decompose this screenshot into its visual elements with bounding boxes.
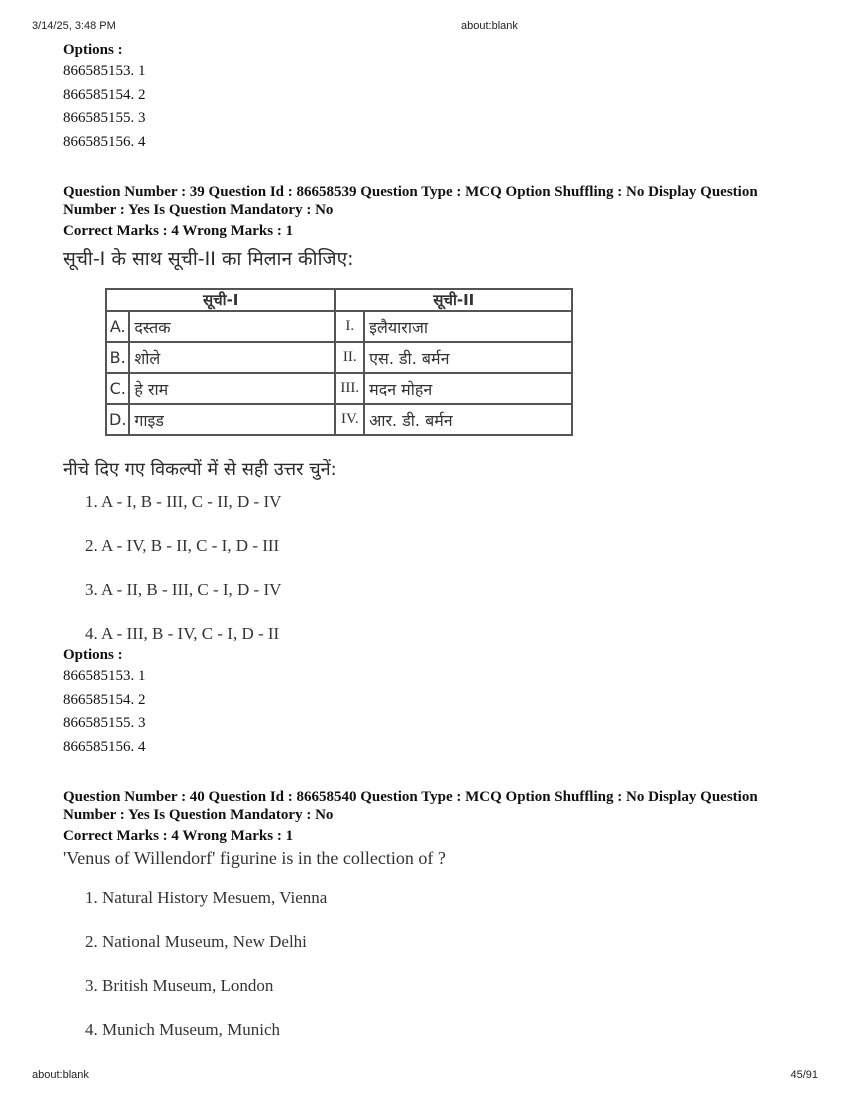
options-block <box>63 645 803 759</box>
option-id: 866585155. 3 <box>63 110 146 126</box>
option-id: 866585154. 2 <box>63 691 146 708</box>
list-1-item: दस्तक <box>129 311 335 342</box>
match-table-header <box>106 289 572 311</box>
row-numeral: II. <box>335 342 364 373</box>
row-numeral: I. <box>335 311 364 342</box>
list-1-header: सूची-I <box>106 289 335 311</box>
question-marks: Correct Marks : 4 Wrong Marks : 1 <box>63 828 294 844</box>
list-2-item: एस. डी. बर्मन <box>364 342 572 373</box>
question-stem: सूची-I के साथ सूची-II का मिलान कीजिए: <box>63 248 354 270</box>
match-table-row <box>106 373 572 404</box>
question-instruction: नीचे दिए गए विकल्पों में से सही उत्तर चुनें: <box>63 459 337 480</box>
print-datetime: 3/14/25, 3:48 PM <box>32 20 116 32</box>
row-label: A. <box>106 311 129 342</box>
question-marks: Correct Marks : 4 Wrong Marks : 1 <box>63 223 294 239</box>
answer-choices <box>85 887 803 1041</box>
print-page-number: 45/91 <box>790 1069 818 1081</box>
options-label: Options : <box>63 42 123 58</box>
list-2-header: सूची-II <box>335 289 572 311</box>
row-numeral: III. <box>335 373 364 404</box>
print-url: about:blank <box>32 1069 89 1081</box>
question-paper-content <box>63 40 803 1041</box>
option-id: 866585153. 1 <box>63 63 146 79</box>
question-stem: 'Venus of Willendorf' figurine is in the collection of ? <box>63 848 446 868</box>
question-39 <box>63 183 803 759</box>
answer-choice: 3. A - II, B - III, C - I, D - IV <box>85 580 282 599</box>
list-1-item: गाइड <box>129 404 335 435</box>
option-id: 866585156. 4 <box>63 133 146 150</box>
option-id: 866585153. 1 <box>63 668 146 684</box>
option-id: 866585154. 2 <box>63 86 146 103</box>
answer-choice: 4. A - III, B - IV, C - I, D - II <box>85 624 280 643</box>
answer-choice: 1. Natural History Mesuem, Vienna <box>85 888 328 907</box>
print-page-title: about:blank <box>461 20 518 32</box>
question-meta: Question Number : 39 Question Id : 86658539 Question Type : MCQ Option Shuffling : No Display Question Number : Yes Is Question Mandatory : No <box>63 184 758 218</box>
list-2-item: आर. डी. बर्मन <box>364 404 572 435</box>
answer-choices <box>85 491 803 645</box>
answer-choice: 2. A - IV, B - II, C - I, D - III <box>85 536 280 555</box>
list-1-item: हे राम <box>129 373 335 404</box>
question-40 <box>63 788 803 1041</box>
match-table-row <box>106 404 572 435</box>
answer-choice: 4. Munich Museum, Munich <box>85 1020 281 1039</box>
options-label: Options : <box>63 647 123 663</box>
answer-choice: 3. British Museum, London <box>85 976 274 995</box>
match-table-row <box>106 342 572 373</box>
row-numeral: IV. <box>335 404 364 435</box>
option-id: 866585156. 4 <box>63 738 146 755</box>
print-footer <box>0 1069 850 1083</box>
option-id: 866585155. 3 <box>63 715 146 731</box>
list-2-item: मदन मोहन <box>364 373 572 404</box>
answer-choice: 2. National Museum, New Delhi <box>85 932 307 951</box>
answer-choice: 1. A - I, B - III, C - II, D - IV <box>85 492 282 511</box>
row-label: C. <box>106 373 129 404</box>
match-table <box>105 288 573 436</box>
list-1-item: शोले <box>129 342 335 373</box>
match-table-row <box>106 311 572 342</box>
print-header <box>0 20 850 34</box>
row-label: D. <box>106 404 129 435</box>
question-meta: Question Number : 40 Question Id : 86658540 Question Type : MCQ Option Shuffling : No Display Question Number : Yes Is Question Mandatory : No <box>63 789 758 823</box>
list-2-item: इलैयाराजा <box>364 311 572 342</box>
options-block-previous <box>63 40 803 154</box>
row-label: B. <box>106 342 129 373</box>
